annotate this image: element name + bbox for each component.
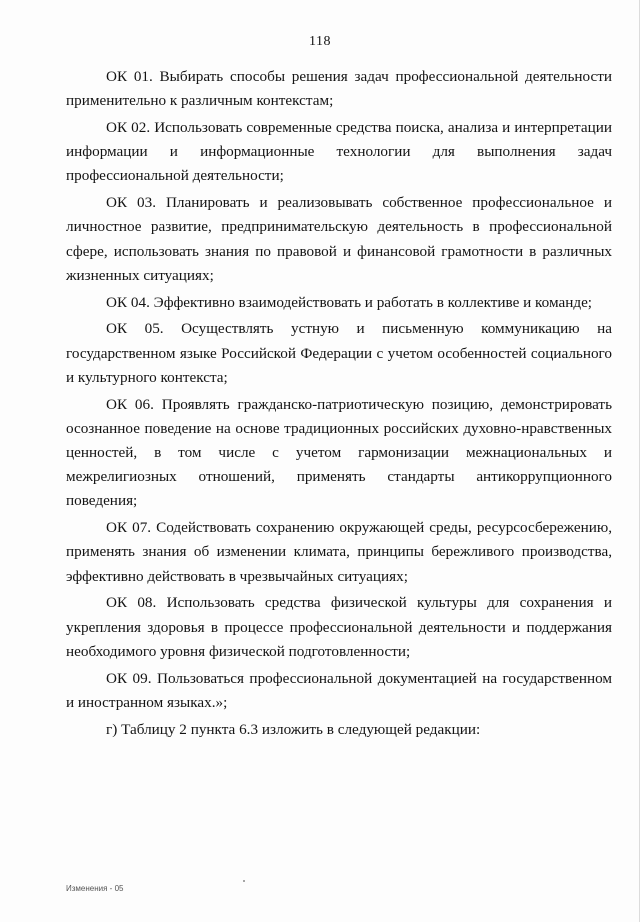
footer-revision-note: Изменения - 05 xyxy=(66,884,124,893)
paragraph-ok-05: ОК 05. Осуществлять устную и письменную коммуникацию на государственном языке Российской Федерации с учетом особенностей социального и культурного контекста; xyxy=(66,320,612,386)
paragraph-ok-04: ОК 04. Эффективно взаимодействовать и работать в коллективе и команде; xyxy=(106,293,593,311)
paragraph-ok-07: ОК 07. Содействовать сохранению окружающей среды, ресурсосбережению, применять знания об изменении климата, принципы бережливого производства, эффективно действовать в чрезвычайных ситуациях; xyxy=(66,519,612,585)
document-body xyxy=(66,65,612,744)
page-number: 118 xyxy=(309,34,331,49)
paragraph-ok-08: ОК 08. Использовать средства физической культуры для сохранения и укрепления здоровья в процессе профессиональной деятельности и поддержания необходимого уровня физической подготовленности; xyxy=(66,594,612,660)
paragraph-ok-02: ОК 02. Использовать современные средства поиска, анализа и интерпретации информации и информационные технологии для выполнения задач профессиональной деятельности; xyxy=(66,119,612,185)
scan-speck xyxy=(243,880,245,882)
paragraph-ok-06: ОК 06. Проявлять гражданско-патриотическую позицию, демонстрировать осознанное поведение на основе традиционных российских духовно-нравственных ценностей, в том числе с учетом гармонизации межнациональных и межрелигиозных отношений, применять стандарты антикоррупционного поведения; xyxy=(66,395,612,510)
paragraph-table-instruction: г) Таблицу 2 пункта 6.3 изложить в следующей редакции: xyxy=(106,720,481,738)
paragraph-ok-09: ОК 09. Пользоваться профессиональной документацией на государственном и иностранном языках.»; xyxy=(66,669,612,711)
paragraph-ok-03: ОК 03. Планировать и реализовывать собственное профессиональное и личностное развитие, предпринимательскую деятельность в профессиональной сфере, использовать знания по правовой и финансовой грамотности в различных жизненных ситуациях; xyxy=(66,194,612,284)
paragraph-ok-01: ОК 01. Выбирать способы решения задач профессиональной деятельности применительно к различным контекстам; xyxy=(66,68,612,110)
